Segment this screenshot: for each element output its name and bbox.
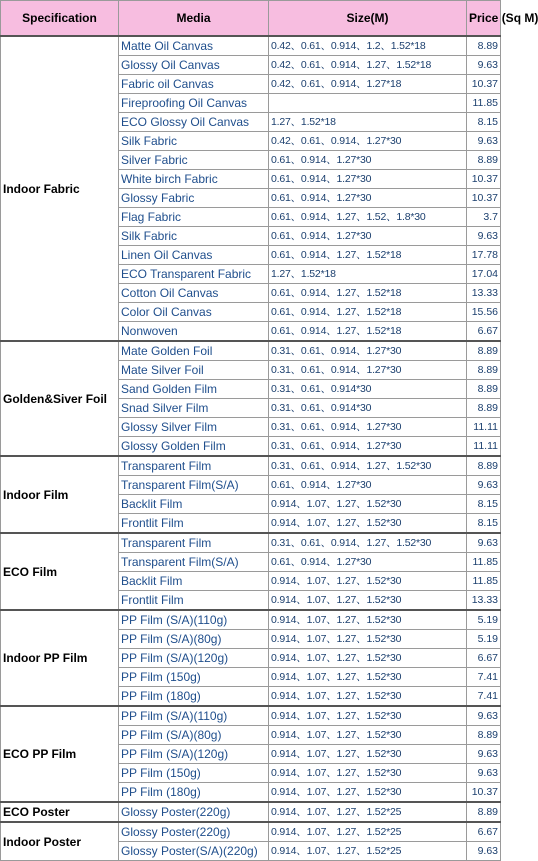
price-cell: 9.63 xyxy=(467,842,501,861)
price-cell: 8.89 xyxy=(467,802,501,822)
header-specification: Specification xyxy=(1,1,119,37)
price-cell: 9.63 xyxy=(467,132,501,151)
price-cell: 10.37 xyxy=(467,170,501,189)
media-cell: PP Film (S/A)(110g) xyxy=(119,610,269,630)
price-cell: 6.67 xyxy=(467,322,501,342)
price-cell: 8.15 xyxy=(467,514,501,534)
media-cell: Silk Fabric xyxy=(119,227,269,246)
media-cell: Glossy Golden Film xyxy=(119,437,269,457)
media-cell: Glossy Oil Canvas xyxy=(119,56,269,75)
size-cell: 1.27、1.52*18 xyxy=(269,113,467,132)
price-cell: 8.15 xyxy=(467,495,501,514)
price-cell: 8.89 xyxy=(467,399,501,418)
media-cell: Glossy Poster(220g) xyxy=(119,822,269,842)
price-cell: 17.04 xyxy=(467,265,501,284)
media-cell: Mate Golden Foil xyxy=(119,341,269,361)
price-cell: 9.63 xyxy=(467,56,501,75)
size-cell: 0.42、0.61、0.914、1.27*30 xyxy=(269,132,467,151)
media-cell: Nonwoven xyxy=(119,322,269,342)
price-cell: 11.11 xyxy=(467,418,501,437)
header-media: Media xyxy=(119,1,269,37)
size-cell: 0.61、0.914、1.27、1.52*18 xyxy=(269,322,467,342)
price-cell: 11.11 xyxy=(467,437,501,457)
specification-cell: ECO Poster xyxy=(1,802,119,822)
media-cell: Silk Fabric xyxy=(119,132,269,151)
price-cell: 5.19 xyxy=(467,610,501,630)
price-cell: 8.89 xyxy=(467,361,501,380)
table-row xyxy=(1,36,501,56)
media-cell: Matte Oil Canvas xyxy=(119,36,269,56)
media-cell: Mate Silver Foil xyxy=(119,361,269,380)
specification-cell: ECO Film xyxy=(1,533,119,610)
table-row xyxy=(1,822,501,842)
media-cell: Transparent Film(S/A) xyxy=(119,553,269,572)
size-cell: 0.914、1.07、1.27、1.52*30 xyxy=(269,630,467,649)
size-cell: 0.914、1.07、1.27、1.52*30 xyxy=(269,591,467,611)
media-cell: PP Film (S/A)(120g) xyxy=(119,649,269,668)
media-cell: Glossy Fabric xyxy=(119,189,269,208)
price-cell: 8.89 xyxy=(467,456,501,476)
media-cell: Glossy Poster(220g) xyxy=(119,802,269,822)
media-cell: Glossy Silver Film xyxy=(119,418,269,437)
size-cell: 0.31、0.61、0.914*30 xyxy=(269,380,467,399)
header-size: Size(M) xyxy=(269,1,467,37)
size-cell: 0.31、0.61、0.914、1.27*30 xyxy=(269,341,467,361)
size-cell: 0.914、1.07、1.27、1.52*30 xyxy=(269,726,467,745)
table-row xyxy=(1,456,501,476)
media-cell: Transparent Film xyxy=(119,533,269,553)
size-cell: 0.914、1.07、1.27、1.52*30 xyxy=(269,668,467,687)
media-cell: Backlit Film xyxy=(119,495,269,514)
price-cell: 13.33 xyxy=(467,591,501,611)
table-body xyxy=(1,36,501,861)
size-cell: 0.61、0.914、1.27*30 xyxy=(269,151,467,170)
price-cell: 10.37 xyxy=(467,75,501,94)
size-cell: 1.27、1.52*18 xyxy=(269,265,467,284)
table-row xyxy=(1,706,501,726)
media-cell: PP Film (S/A)(110g) xyxy=(119,706,269,726)
size-cell: 0.61、0.914、1.27*30 xyxy=(269,227,467,246)
media-cell: PP Film (150g) xyxy=(119,668,269,687)
size-cell: 0.61、0.914、1.27*30 xyxy=(269,553,467,572)
price-cell: 7.41 xyxy=(467,668,501,687)
size-cell: 0.914、1.07、1.27、1.52*30 xyxy=(269,649,467,668)
media-cell: Color Oil Canvas xyxy=(119,303,269,322)
price-cell: 9.63 xyxy=(467,745,501,764)
size-cell: 0.61、0.914、1.27、1.52、1.8*30 xyxy=(269,208,467,227)
price-cell: 8.15 xyxy=(467,113,501,132)
media-cell: Transparent Film(S/A) xyxy=(119,476,269,495)
table-row xyxy=(1,802,501,822)
media-cell: ECO Glossy Oil Canvas xyxy=(119,113,269,132)
media-cell: ECO Transparent Fabric xyxy=(119,265,269,284)
price-cell: 8.89 xyxy=(467,151,501,170)
price-cell: 8.89 xyxy=(467,341,501,361)
media-cell: Snad Silver Film xyxy=(119,399,269,418)
specification-cell: Indoor Film xyxy=(1,456,119,533)
price-cell: 9.63 xyxy=(467,764,501,783)
price-cell: 6.67 xyxy=(467,822,501,842)
size-cell: 0.42、0.61、0.914、1.2、1.52*18 xyxy=(269,36,467,56)
size-cell: 0.31、0.61、0.914、1.27*30 xyxy=(269,361,467,380)
media-cell: Silver Fabric xyxy=(119,151,269,170)
size-cell: 0.31、0.61、0.914、1.27*30 xyxy=(269,437,467,457)
size-cell: 0.914、1.07、1.27、1.52*25 xyxy=(269,822,467,842)
specification-cell: ECO PP Film xyxy=(1,706,119,802)
media-cell: PP Film (150g) xyxy=(119,764,269,783)
price-cell: 10.37 xyxy=(467,783,501,803)
size-cell xyxy=(269,94,467,113)
header-price: Price (Sq M) xyxy=(467,1,501,37)
size-cell: 0.914、1.07、1.27、1.52*30 xyxy=(269,745,467,764)
price-cell: 3.7 xyxy=(467,208,501,227)
size-cell: 0.914、1.07、1.27、1.52*30 xyxy=(269,495,467,514)
specification-cell: Golden&Siver Foil xyxy=(1,341,119,456)
specification-cell: Indoor Poster xyxy=(1,822,119,861)
media-cell: Cotton Oil Canvas xyxy=(119,284,269,303)
media-cell: PP Film (180g) xyxy=(119,783,269,803)
table-row xyxy=(1,610,501,630)
size-cell: 0.61、0.914、1.27、1.52*18 xyxy=(269,246,467,265)
size-cell: 0.31、0.61、0.914、1.27、1.52*30 xyxy=(269,456,467,476)
media-cell: White birch Fabric xyxy=(119,170,269,189)
size-cell: 0.914、1.07、1.27、1.52*30 xyxy=(269,706,467,726)
table-row xyxy=(1,533,501,553)
media-cell: Linen Oil Canvas xyxy=(119,246,269,265)
size-cell: 0.42、0.61、0.914、1.27、1.52*18 xyxy=(269,56,467,75)
price-cell: 15.56 xyxy=(467,303,501,322)
media-cell: PP Film (S/A)(120g) xyxy=(119,745,269,764)
price-cell: 9.63 xyxy=(467,227,501,246)
media-cell: Sand Golden Film xyxy=(119,380,269,399)
size-cell: 0.914、1.07、1.27、1.52*30 xyxy=(269,514,467,534)
media-cell: Fabric oil Canvas xyxy=(119,75,269,94)
size-cell: 0.61、0.914、1.27*30 xyxy=(269,170,467,189)
specification-cell: Indoor Fabric xyxy=(1,36,119,341)
price-cell: 13.33 xyxy=(467,284,501,303)
price-cell: 6.67 xyxy=(467,649,501,668)
size-cell: 0.31、0.61、0.914、1.27*30 xyxy=(269,418,467,437)
size-cell: 0.31、0.61、0.914*30 xyxy=(269,399,467,418)
media-cell: PP Film (180g) xyxy=(119,687,269,707)
media-cell: PP Film (S/A)(80g) xyxy=(119,630,269,649)
specification-cell: Indoor PP Film xyxy=(1,610,119,706)
price-cell: 5.19 xyxy=(467,630,501,649)
size-cell: 0.61、0.914、1.27*30 xyxy=(269,189,467,208)
price-cell: 11.85 xyxy=(467,553,501,572)
media-cell: Frontlit Film xyxy=(119,591,269,611)
size-cell: 0.61、0.914、1.27*30 xyxy=(269,476,467,495)
media-cell: Transparent Film xyxy=(119,456,269,476)
size-cell: 0.914、1.07、1.27、1.52*30 xyxy=(269,687,467,707)
media-cell: Flag Fabric xyxy=(119,208,269,227)
media-cell: Frontlit Film xyxy=(119,514,269,534)
size-cell: 0.31、0.61、0.914、1.27、1.52*30 xyxy=(269,533,467,553)
price-cell: 17.78 xyxy=(467,246,501,265)
size-cell: 0.61、0.914、1.27、1.52*18 xyxy=(269,284,467,303)
price-cell: 11.85 xyxy=(467,572,501,591)
price-cell: 8.89 xyxy=(467,726,501,745)
header-row xyxy=(1,1,501,37)
price-cell: 8.89 xyxy=(467,380,501,399)
price-cell: 10.37 xyxy=(467,189,501,208)
size-cell: 0.914、1.07、1.27、1.52*30 xyxy=(269,783,467,803)
size-cell: 0.914、1.07、1.27、1.52*30 xyxy=(269,610,467,630)
media-cell: Backlit Film xyxy=(119,572,269,591)
size-cell: 0.914、1.07、1.27、1.52*25 xyxy=(269,802,467,822)
price-cell: 11.85 xyxy=(467,94,501,113)
price-cell: 8.89 xyxy=(467,36,501,56)
size-cell: 0.61、0.914、1.27、1.52*18 xyxy=(269,303,467,322)
size-cell: 0.914、1.07、1.27、1.52*25 xyxy=(269,842,467,861)
size-cell: 0.42、0.61、0.914、1.27*18 xyxy=(269,75,467,94)
table-row xyxy=(1,341,501,361)
price-cell: 7.41 xyxy=(467,687,501,707)
media-cell: PP Film (S/A)(80g) xyxy=(119,726,269,745)
media-cell: Glossy Poster(S/A)(220g) xyxy=(119,842,269,861)
price-cell: 9.63 xyxy=(467,706,501,726)
price-cell: 9.63 xyxy=(467,476,501,495)
size-cell: 0.914、1.07、1.27、1.52*30 xyxy=(269,764,467,783)
media-cell: Fireproofing Oil Canvas xyxy=(119,94,269,113)
size-cell: 0.914、1.07、1.27、1.52*30 xyxy=(269,572,467,591)
price-cell: 9.63 xyxy=(467,533,501,553)
